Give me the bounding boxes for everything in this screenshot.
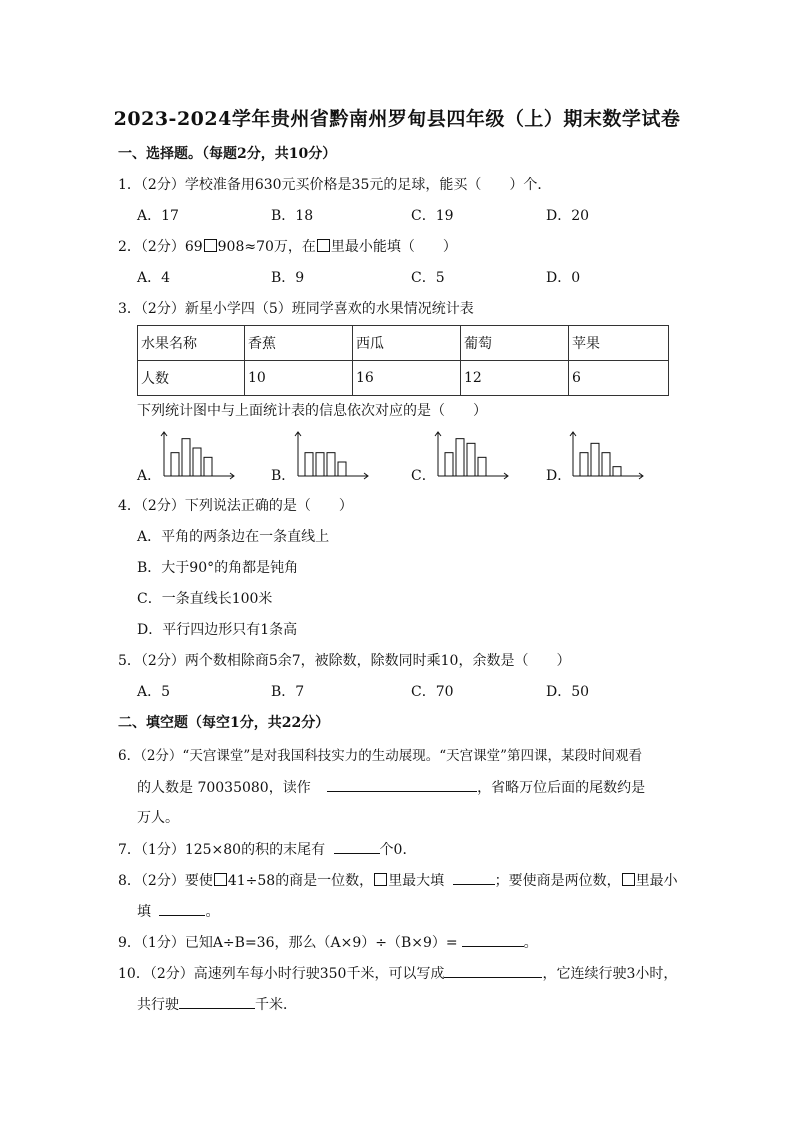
bar bbox=[467, 443, 475, 476]
question-8-line-2 bbox=[137, 901, 219, 922]
question-3-option-c-chart bbox=[432, 430, 512, 480]
question-4-option-d: D．平行四边形只有1条高 bbox=[137, 622, 298, 638]
bar bbox=[338, 462, 346, 476]
question-6-line-1: 6．（2分）“天宫课堂”是对我国科技实力的生动展现。“天宫课堂”第四课，某段时间观看 bbox=[118, 748, 643, 764]
question-1-stem: 1．（2分）学校准备用630元买价格是35元的足球，能买（ ）个． bbox=[118, 177, 552, 193]
question-3-option-c-label: C． bbox=[411, 468, 436, 484]
blank-box bbox=[214, 873, 227, 886]
question-1-option-b: B．18 bbox=[271, 208, 314, 224]
table-row bbox=[138, 361, 669, 396]
table-row bbox=[138, 326, 669, 361]
table-cell: 10 bbox=[245, 361, 353, 396]
question-2-option-d: D．0 bbox=[546, 270, 581, 286]
answer-blank[interactable] bbox=[444, 963, 542, 978]
question-8-text-g: 。 bbox=[205, 904, 220, 920]
question-3-stem: 3．（2分）新星小学四（5）班同学喜欢的水果情况统计表 bbox=[118, 301, 474, 317]
question-8-text-c: 里最大填 bbox=[388, 873, 445, 889]
question-3-option-a-chart bbox=[158, 430, 238, 480]
blank-box bbox=[204, 239, 217, 252]
question-2-stem bbox=[118, 237, 457, 257]
question-5-stem: 5．（2分）两个数相除商5余7，被除数，除数同时乘10，余数是（ ） bbox=[118, 653, 571, 669]
mini-bar-chart-d bbox=[567, 430, 647, 480]
bar bbox=[602, 453, 610, 476]
question-4-option-b: B．大于90°的角都是钝角 bbox=[137, 560, 299, 576]
question-7-text-b: 个0． bbox=[379, 842, 417, 858]
section-fill-heading: 二、填空题（每空1分，共22分） bbox=[118, 715, 330, 731]
question-8-text-b: 41÷58的商是一位数， bbox=[227, 873, 374, 889]
bar bbox=[193, 448, 201, 476]
question-1-option-a: A．17 bbox=[137, 208, 179, 224]
page-title: 2023-2024学年贵州省黔南州罗甸县四年级（上）期末数学试卷 bbox=[113, 108, 681, 130]
bar bbox=[316, 453, 324, 476]
question-2-stem-part-c: 里最小能填（ ） bbox=[330, 239, 457, 255]
question-4-option-a: A．平角的两条边在一条直线上 bbox=[137, 529, 330, 545]
table-cell: 苹果 bbox=[569, 326, 669, 361]
question-9-text-b: 。 bbox=[523, 935, 538, 951]
section-choice-heading: 一、选择题。（每题2分，共10分） bbox=[118, 146, 337, 162]
bar bbox=[182, 439, 190, 476]
bar bbox=[327, 453, 335, 476]
bar bbox=[580, 453, 588, 476]
blank-box bbox=[622, 873, 635, 886]
bar bbox=[305, 453, 313, 476]
question-2-option-b: B．9 bbox=[271, 270, 305, 286]
table-cell: 水果名称 bbox=[138, 326, 245, 361]
question-8-text-f: 填 bbox=[137, 904, 151, 920]
mini-bar-chart-a bbox=[158, 430, 238, 480]
question-1-option-d: D．20 bbox=[546, 208, 590, 224]
question-5-option-a: A．5 bbox=[137, 684, 171, 700]
question-3-option-d-chart bbox=[567, 430, 647, 480]
bar bbox=[204, 457, 212, 476]
bar bbox=[613, 467, 621, 476]
question-2-option-c: C．5 bbox=[411, 270, 445, 286]
answer-blank[interactable] bbox=[159, 901, 205, 916]
question-4-stem: 4．（2分）下列说法正确的是（ ） bbox=[118, 498, 353, 514]
question-3-question: 下列统计图中与上面统计表的信息依次对应的是（ ） bbox=[137, 403, 487, 419]
question-2-stem-part-b: 908≈70万，在 bbox=[217, 239, 316, 255]
table-cell: 6 bbox=[569, 361, 669, 396]
question-9-text-a: 9．（1分）已知A÷B=36，那么（A×9）÷（B×9）= bbox=[118, 935, 458, 951]
question-4-option-c: C．一条直线长100米 bbox=[137, 591, 273, 607]
question-6-line-3: 万人。 bbox=[137, 810, 179, 826]
question-3-option-d-label: D． bbox=[546, 468, 572, 484]
mini-bar-chart-b bbox=[292, 430, 372, 480]
answer-blank[interactable] bbox=[179, 994, 255, 1009]
mini-bar-chart-c bbox=[432, 430, 512, 480]
question-6-text-b: ，省略万位后面的尾数约是 bbox=[477, 780, 646, 796]
question-3-option-b-chart bbox=[292, 430, 372, 480]
bar bbox=[456, 439, 464, 476]
question-5-option-b: B．7 bbox=[271, 684, 305, 700]
question-10-text-d: 千米． bbox=[255, 997, 297, 1013]
answer-blank[interactable] bbox=[453, 870, 495, 885]
fruit-statistics-table bbox=[137, 325, 669, 396]
bar bbox=[171, 453, 179, 476]
question-7-stem bbox=[118, 839, 416, 860]
bar bbox=[478, 457, 486, 476]
question-2-option-a: A．4 bbox=[137, 270, 171, 286]
answer-blank[interactable] bbox=[334, 839, 380, 854]
blank-box bbox=[317, 239, 330, 252]
question-10-line-1 bbox=[118, 963, 677, 984]
question-8-text-d: ；要使商是两位数， bbox=[494, 873, 621, 889]
bar bbox=[445, 453, 453, 476]
question-2-stem-part-a: 2．（2分）69 bbox=[118, 239, 203, 255]
table-cell: 香蕉 bbox=[245, 326, 353, 361]
question-7-text-a: 7．（1分）125×80的积的末尾有 bbox=[118, 842, 326, 858]
answer-blank[interactable] bbox=[462, 932, 524, 947]
blank-box bbox=[374, 873, 387, 886]
question-8-text-e: 里最小 bbox=[635, 873, 678, 889]
question-8-text-a: 8．（2分）要使 bbox=[118, 873, 213, 889]
question-9-stem bbox=[118, 932, 538, 953]
question-6-line-2 bbox=[137, 777, 645, 798]
question-10-text-a: 10．（2分）高速列车每小时行驶350千米，可以写成 bbox=[118, 966, 445, 982]
question-5-option-c: C．70 bbox=[411, 684, 454, 700]
answer-blank[interactable] bbox=[327, 777, 477, 792]
bar bbox=[591, 443, 599, 476]
question-6-text-a: 的人数是 70035080，读作 bbox=[137, 780, 311, 796]
question-8-line-1 bbox=[118, 870, 678, 891]
table-cell: 12 bbox=[461, 361, 569, 396]
question-10-line-2 bbox=[137, 994, 297, 1015]
question-3-option-b-label: B． bbox=[271, 468, 296, 484]
question-1-option-c: C．19 bbox=[411, 208, 454, 224]
question-3-option-a-label: A． bbox=[137, 468, 162, 484]
table-cell: 人数 bbox=[138, 361, 245, 396]
table-cell: 葡萄 bbox=[461, 326, 569, 361]
question-10-text-b: ，它连续行驶3小时， bbox=[542, 966, 678, 982]
table-cell: 西瓜 bbox=[353, 326, 461, 361]
question-5-option-d: D．50 bbox=[546, 684, 590, 700]
question-10-text-c: 共行驶 bbox=[137, 997, 179, 1013]
table-cell: 16 bbox=[353, 361, 461, 396]
